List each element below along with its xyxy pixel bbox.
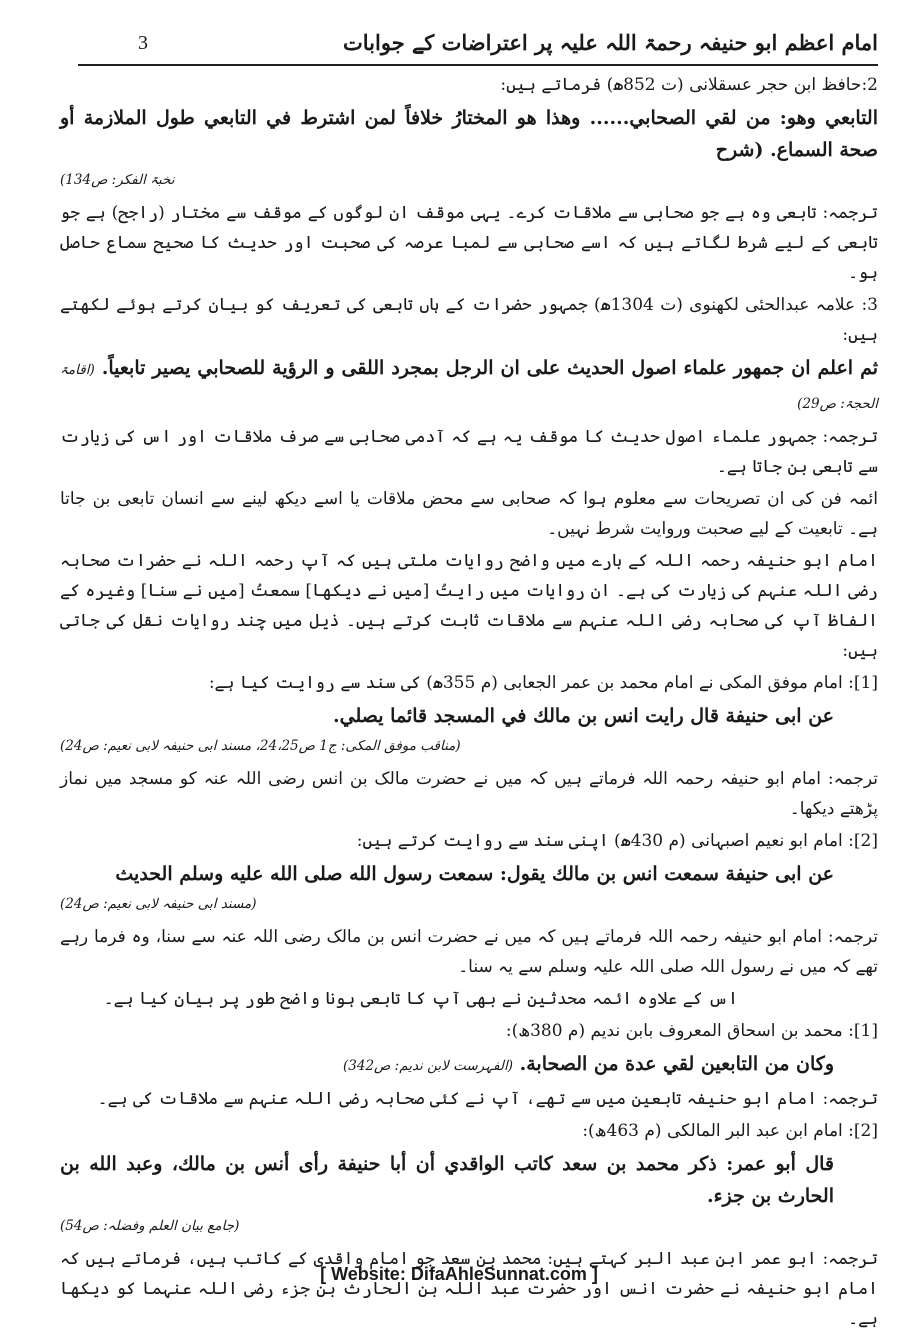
arabic-quote-text: وكان من التابعين لقي عدة من الصحابة. [519,1053,834,1075]
urdu-paragraph: امام ابو حنیفہ رحمہ اللہ کے بارے میں واضح روایات ملتی ہیں کہ آپ رحمہ اللہ نے حضرات صحابہ رضی اللہ عنہم کی زیارت کی ہے۔ ان روایات میں رایتُ [میں نے دیکھا] سمعتُ [میں نے سنا] وغیرہ کے الفاظ آپ کی صحابہ رضی اللہ عنہم سے ملاقات ثابت کرتے ہیں۔ ذیل میں چند روایات نقل کی جاتی ہیں: [60,551,878,661]
main-content [60,70,878,1336]
arabic-quote-text: التابعي وهو: من لقي الصحابي...... وهذا هو المختارُ خلافاً لمن اشترط في التابعي طول الملازمة أو صحة السماع. (شرح [60,107,878,161]
urdu-paragraph: [1]: امام موفق المکی نے امام محمد بن عمر الجعابی (م 355ھ) کی سند سے روایت کیا ہے: [208,673,878,693]
reference-citation: (جامع بیان العلم وفضلہ: ص54) [60,1218,240,1234]
arabic-quote-text: عن ابی حنيفة قال رايت انس بن مالك في المسجد قائما يصلي. [333,705,834,727]
reference-citation: (مناقب موفق المکی: ج1 ص24،25، مسند ابی حنیفہ لابی نعیم: ص24) [60,738,461,754]
urdu-paragraph: ترجمہ: امام ابو حنیفہ تابعین میں سے تھے، آپ نے کئی صحابہ رضی اللہ عنہم سے ملاقات کی ہے۔ [97,1089,878,1109]
website-footer: [ Website: DifaAhleSunnat.com ] [320,1264,598,1284]
urdu-paragraph: ترجمہ: امام ابو حنیفہ رحمہ اللہ فرماتے ہیں کہ میں نے حضرت انس بن مالک رضی اللہ عنہ سے سنا، وہ فرما رہے تھے کہ میں نے رسول اللہ صلی اللہ علیہ وسلم سے یہ سنا۔ [60,927,878,977]
arabic-quote [60,102,878,166]
arabic-quote [60,700,878,732]
urdu-paragraph: [1]: محمد بن اسحاق المعروف بابن ندیم (م 380ھ): [505,1021,878,1041]
urdu-paragraph: [2]: امام ابو نعیم اصبہانی (م 430ھ) اپنی سند سے روایت کرتے ہیں: [356,831,878,851]
reference-citation: (مسند ابی حنیفہ لابی نعیم: ص24) [60,896,257,912]
urdu-paragraph: اس کے علاوہ ائمہ محدثین نے بھی آپ کا تابعی ہونا واضح طور پر بیان کیا ہے۔ [103,989,738,1009]
arabic-quote-text: قال أبو عمر: ذكر محمد بن سعد كاتب الواقدي أن أبا حنيفة رأى أنس بن مالك، وعبد الله بن الحارث بن جزء. [60,1153,835,1207]
urdu-paragraph: ترجمہ: امام ابو حنیفہ رحمہ اللہ فرماتے ہیں کہ میں نے حضرت مالک بن انس رضی اللہ عنہ کو مسجد میں نماز پڑھتے دیکھا۔ [60,769,878,819]
reference-citation: (اقامۃ الحجۃ: ص29) [60,362,878,412]
arabic-quote [60,1148,878,1212]
header-title: امام اعظم ابو حنیفہ رحمۃ اللہ علیہ پر اعتراضات کے جوابات [343,30,878,55]
arabic-quote [60,352,878,420]
urdu-paragraph: ترجمہ: تابعی وہ ہے جو صحابی سے ملاقات کرے۔ یہی موقف ان لوگوں کے موقف سے مختار (راجح) ہے جو تابعی کے لیے شرط لگاتے ہیں کہ اسے صحابی سے لمبا عرصہ کی صحبت اور حدیث کا صحیح سماع حاصل ہو۔ [60,203,878,283]
arabic-quote [60,858,878,890]
urdu-paragraph: [2]: امام ابن عبد البر المالکی (م 463ھ): [582,1121,878,1141]
arabic-quote-text: عن ابی حنيفة سمعت انس بن مالك يقول: سمعت رسول الله صلی الله عليه وسلم الحديث [115,863,834,885]
urdu-paragraph: 2:حافظ ابن حجر عسقلانی (ت 852ھ) فرماتے ہیں: [500,75,878,95]
urdu-paragraph: ترجمہ: ابو عمر ابن عبد البر کہتے ہیں: محمد بن سعد جو امام واقدی کے کاتب ہیں، فرماتے ہیں کہ امام ابو حنیفہ نے حضرت انس اور حضرت عبد اللہ بن الحارث بن جزء رضی اللہ عنہما کو دیکھا ہے۔ [60,1249,878,1329]
page-number: 3 [138,32,148,54]
reference-citation: نخبۃ الفکر: ص134) [60,172,175,188]
reference-citation: (الفہرست لابن ندیم: ص342) [342,1058,513,1074]
urdu-paragraph: 3: علامہ عبدالحئی لکھنوی (ت 1304ھ) جمہور حضرات کے ہاں تابعی کی تعریف کو بیان کرتے ہوئے لکھتے ہیں: [60,295,878,345]
urdu-paragraph: ترجمہ: جمہور علماء اصول حدیث کا موقف یہ ہے کہ آدمی صحابی سے صرف ملاقات اور اس کی زیارت سے تابعی بن جاتا ہے۔ [60,427,878,477]
page-header [78,24,878,66]
urdu-paragraph: ائمہ فن کی ان تصریحات سے معلوم ہوا کہ صحابی سے محض ملاقات یا اسے دیکھ لینے سے انسان تابعی بن جاتا ہے۔ تابعیت کے لیے صحبت وروایت شرط نہیں۔ [60,489,878,539]
arabic-quote-text: ثم اعلم ان جمهور علماء اصول الحديث علی ان الرجل بمجرد اللقی و الرؤية للصحابي يصير تابعياً. [101,357,879,379]
arabic-quote [60,1048,878,1082]
